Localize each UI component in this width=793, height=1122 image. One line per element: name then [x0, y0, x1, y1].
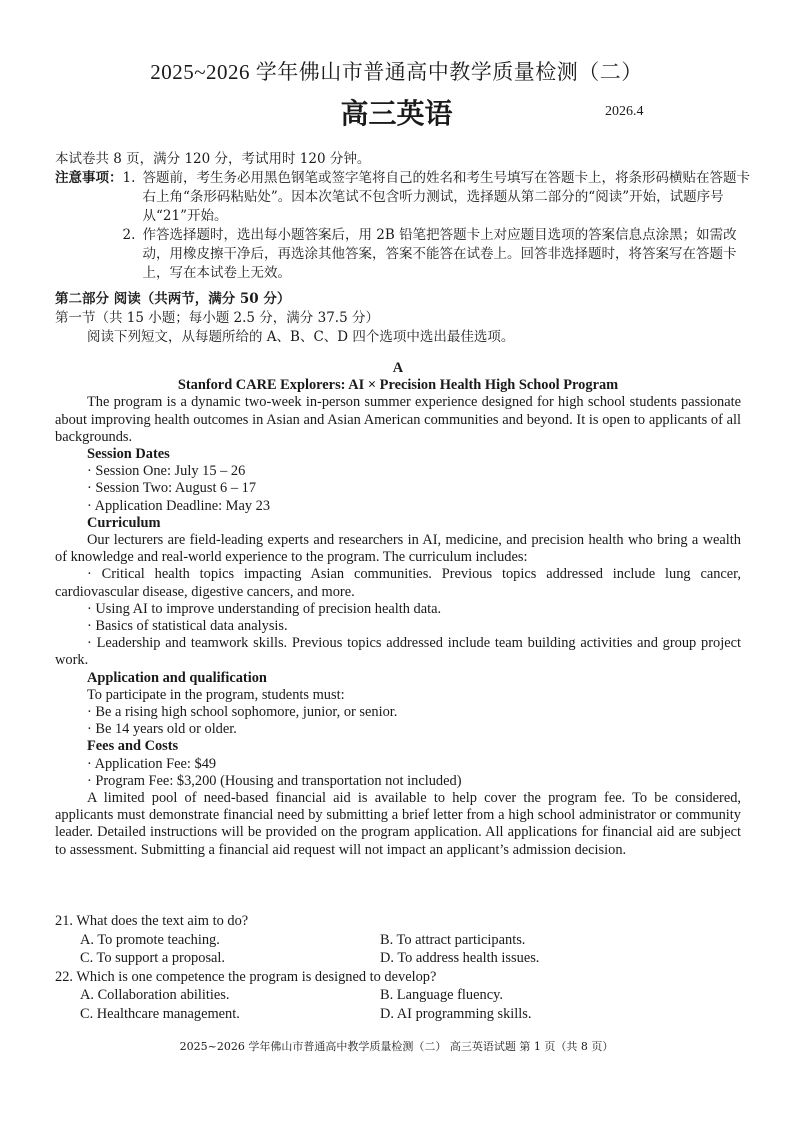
- note-item: [123, 226, 756, 283]
- notes-list: [123, 169, 756, 283]
- financial-aid-text: A limited pool of need-based financial aid is available to help cover the program fee. To be considered, applicants must demonstrate financial need by submitting a brief letter from a high school administrator or community leader. Detailed instructions will be provided on the program application. All applications for financial aid are subject to assessment. Submitting a financial aid request will not impact an applicant’s admission decision.: [55, 790, 741, 858]
- session-item: · Application Deadline: May 23: [87, 497, 271, 514]
- option-d: D. AI programming skills.: [380, 1005, 532, 1022]
- passage-a: [55, 360, 741, 859]
- question-stem: 21. What does the text aim to do?: [55, 913, 249, 929]
- curriculum-item: · Leadership and teamwork skills. Previous topics addressed include team building activities and group project work.: [55, 635, 741, 669]
- note-number: 2.: [122, 227, 136, 243]
- session-item: · Session One: July 15 – 26: [87, 463, 246, 480]
- notes-block: [55, 169, 755, 283]
- option-b: B. To attract participants.: [380, 931, 526, 948]
- option-d: D. To address health issues.: [380, 950, 540, 966]
- page-footer: 2025~2026 学年佛山市普通高中教学质量检测（二） 高三英语试题 第 1 页（共 8 页）: [179, 1040, 614, 1053]
- curriculum-heading: Curriculum: [87, 514, 161, 531]
- session-item: · Session Two: August 6 – 17: [87, 480, 257, 497]
- questions: [55, 912, 745, 1023]
- note-number: 1.: [122, 170, 136, 186]
- fees-item: · Application Fee: $49: [87, 755, 217, 772]
- curriculum-item: · Critical health topics impacting Asian communities. Previous topics addressed include lung cancer, cardiovascular disease, digestive cancers, and more.: [55, 566, 741, 600]
- exam-summary: 本试卷共 8 页，满分 120 分，考试用时 120 分钟。: [55, 151, 371, 167]
- fees-item: · Program Fee: $3,200 (Housing and transportation not included): [87, 772, 462, 789]
- note-text: 答题前，考生务必用黑色钢笔或签字笔将自己的姓名和考生号填写在答题卡上，将条形码横贴在答题卡右上角“条形码粘贴处”。因本次笔试不包含听力测试，选择题从第二部分的“阅读”开始，试题序号从“21”开始。: [142, 170, 750, 224]
- passage-title: Stanford CARE Explorers: AI × Precision Health High School Program: [177, 377, 619, 394]
- instructions: [55, 150, 755, 283]
- curriculum-item: · Basics of statistical data analysis.: [87, 618, 288, 635]
- passage-intro: The program is a dynamic two-week in-person summer experience designed for high school students passionate about improving health outcomes in Asian and Asian American communities and beyond. It is open to applicants of all backgrounds.: [55, 394, 741, 445]
- application-item: · Be 14 years old or older.: [87, 721, 237, 738]
- subject-title: 高三英语: [340, 97, 453, 130]
- options: [55, 931, 745, 968]
- option-a: A. To promote teaching.: [80, 931, 220, 948]
- notes-label: 注意事项：: [55, 170, 123, 186]
- question-stem: 22. Which is one competence the program is designed to develop?: [55, 968, 437, 985]
- question-22: [55, 968, 745, 1024]
- application-item: · Be a rising high school sophomore, junior, or senior.: [87, 704, 398, 721]
- note-text: 作答选择题时，选出每小题答案后，用 2B 铅笔把答题卡上对应题目选项的答案信息点涂黑；如需改动，用橡皮擦干净后，再选涂其他答案，答案不能答在试卷上。回答非选择题时，将答案写在答题卡上，写在本试卷上无效。: [142, 227, 737, 281]
- section-header: [55, 290, 745, 347]
- part-title: 第二部分 阅读（共两节，满分 50 分）: [55, 291, 291, 307]
- directions: 阅读下列短文，从每题所给的 A、B、C、D 四个选项中选出最佳选项。: [87, 329, 515, 345]
- fees-heading: Fees and Costs: [87, 738, 179, 755]
- exam-title: 2025~2026 学年佛山市普通高中教学质量检测（二）: [150, 60, 643, 84]
- option-a: A. Collaboration abilities.: [80, 987, 230, 1003]
- application-heading: Application and qualification: [87, 669, 267, 686]
- curriculum-intro: Our lecturers are field-leading experts and researchers in AI, medicine, and precision health who bring a wealth of knowledge and real-world experience to the program. The curriculum includes:: [55, 532, 741, 566]
- options: [55, 986, 745, 1023]
- option-c: C. Healthcare management.: [80, 1005, 240, 1022]
- session-heading: Session Dates: [87, 446, 170, 463]
- curriculum-item: · Using AI to improve understanding of precision health data.: [87, 600, 442, 617]
- option-c: C. To support a proposal.: [80, 950, 226, 966]
- subsection-title: 第一节（共 15 小题；每小题 2.5 分，满分 37.5 分）: [55, 310, 379, 326]
- passage-letter: A: [392, 360, 404, 376]
- note-item: [123, 169, 756, 226]
- application-intro: To participate in the program, students must:: [87, 686, 345, 703]
- option-b: B. Language fluency.: [380, 987, 503, 1003]
- exam-date: 2026.4: [605, 104, 644, 119]
- question-21: [55, 912, 745, 968]
